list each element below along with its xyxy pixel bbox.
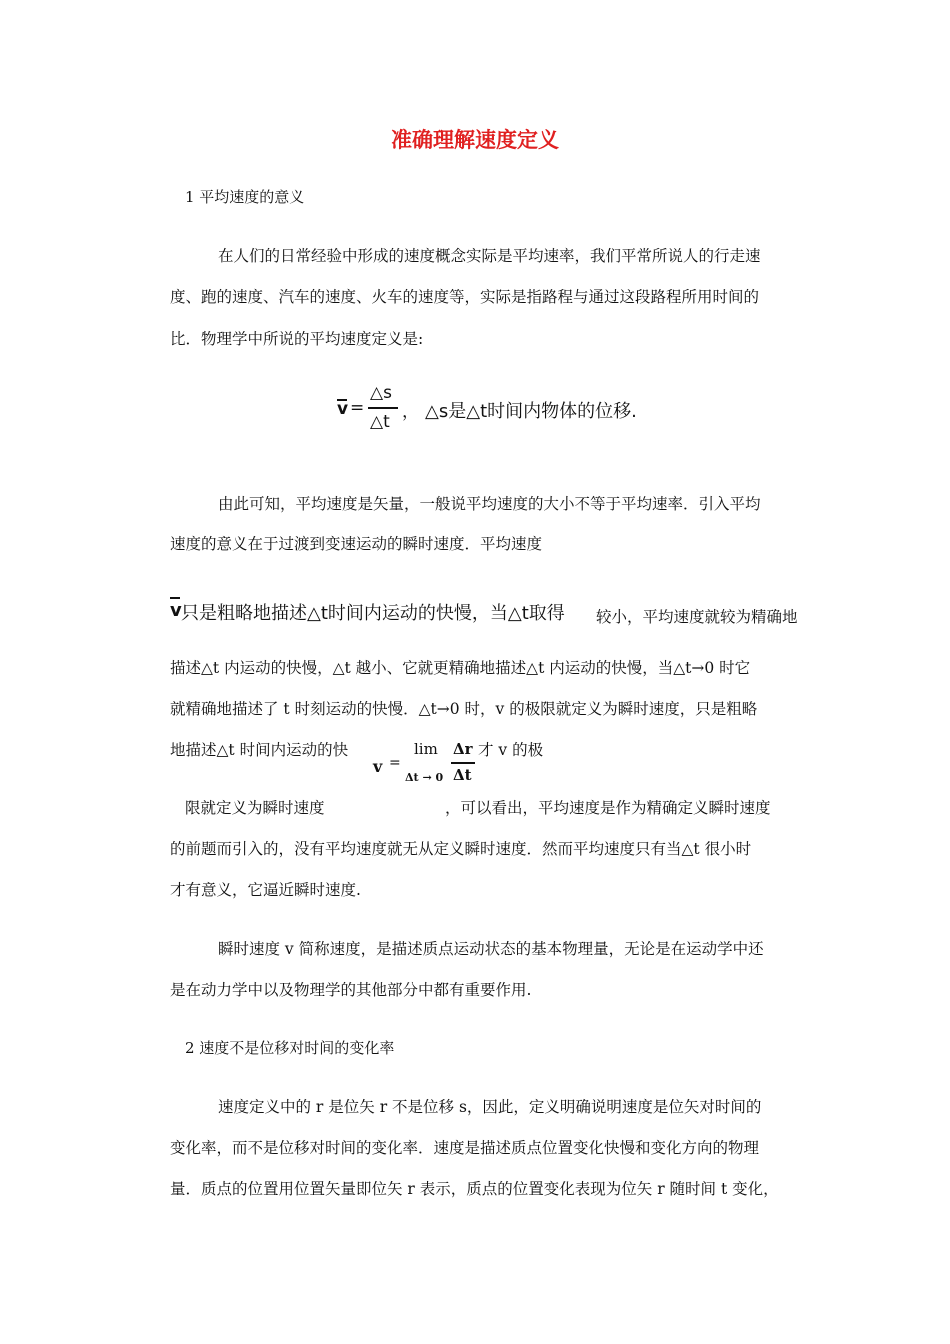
paragraph-line: 就精确地描述了 t 时刻运动的快慢．△t→0 时，v 的极限就定义为瞬时速度，只是粗略 (170, 700, 758, 718)
paragraph-line: 度、跑的速度、汽车的速度、火车的速度等，实际是指路程与通过这段路程所用时间的 (170, 288, 760, 306)
formula-denominator: △t (370, 412, 390, 432)
formula-lhs: v (373, 757, 383, 776)
formula-equals: = (389, 755, 401, 771)
paragraph-line: 限就定义为瞬时速度 (185, 799, 325, 817)
paragraph-line: 地描述△t 时间内运动的快 (170, 741, 349, 759)
small-text: 较小，平均速度就较为精确地 (596, 608, 798, 626)
formula-lhs: v (337, 399, 349, 419)
formula-numerator: △s (370, 383, 392, 403)
paragraph-line: 瞬时速度 v 简称速度，是描述质点运动状态的基本物理量，无论是在运动学中还 (218, 940, 764, 958)
formula-comma: ， (402, 402, 419, 422)
paragraph-line: 速度定义中的 r 是位矢 r 不是位移 s，因此，定义明确说明速度是位矢对时间的 (218, 1098, 762, 1116)
document-title: 准确理解速度定义 (391, 128, 559, 152)
vector-overbar (170, 597, 180, 599)
section-2-heading: 2 速度不是位移对时间的变化率 (185, 1039, 395, 1057)
limit-subscript: Δt → 0 (405, 771, 444, 784)
paragraph-line: 比．物理学中所说的平均速度定义是: (170, 330, 424, 348)
paragraph-line: 变化率，而不是位移对时间的变化率．速度是描述质点位置变化快慢和变化方向的物理 (170, 1139, 760, 1157)
paragraph-line: 描述△t 内运动的快慢，△t 越小、它就更精确地描述△t 内运动的快慢，当△t→0 时它 (170, 659, 751, 677)
v-symbol: v (170, 600, 182, 621)
formula-numerator: Δr (453, 740, 473, 758)
paragraph-line: 量．质点的位置用位置矢量即位矢 r 表示，质点的位置变化表现为位矢 r 随时间 t 变化， (170, 1180, 779, 1198)
paragraph-line-tail: ，可以看出，平均速度是作为精确定义瞬时速度 (445, 799, 771, 817)
paragraph-line: 是在动力学中以及物理学的其他部分中都有重要作用. (170, 981, 532, 999)
section-1-heading: 1 平均速度的意义 (185, 188, 305, 206)
formula-equals: = (350, 398, 365, 418)
limit-operator: lim (414, 740, 438, 758)
fraction-line (368, 407, 398, 409)
paragraph-line: 速度的意义在于过渡到变速运动的瞬时速度．平均速度 (170, 535, 543, 553)
large-text: 只是粗略地描述△t时间内运动的快慢，当△t取得 (181, 603, 565, 624)
paragraph-line: 由此可知，平均速度是矢量，一般说平均速度的大小不等于平均速率．引入平均 (218, 495, 761, 513)
fraction-line (451, 762, 475, 764)
paragraph-line: 才有意义，它逼近瞬时速度. (170, 881, 361, 899)
formula-description: △s是△t时间内物体的位移. (425, 401, 637, 422)
paragraph-line-tail: 才 v 的极 (478, 741, 544, 759)
paragraph-line: 的前题而引入的，没有平均速度就无从定义瞬时速度．然而平均速度只有当△t 很小时 (170, 840, 752, 858)
paragraph-line: 在人们的日常经验中形成的速度概念实际是平均速率，我们平常所说人的行走速 (218, 247, 761, 265)
formula-denominator: Δt (453, 766, 472, 784)
